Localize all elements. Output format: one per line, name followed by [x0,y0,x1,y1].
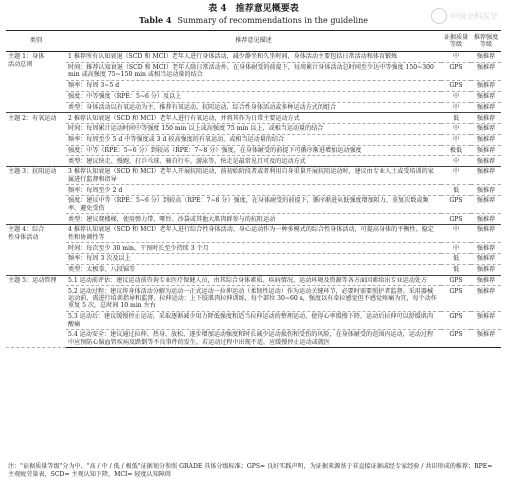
table-row [6,102,501,113]
quality-cell: 中 [441,124,471,135]
quality-cell: 低 [441,185,471,196]
strength-cell: 强推荐 [471,275,501,286]
description-cell: 5.1 运动前评估：建议运动前咨询专业医疗保健人员，由其综合身体素质、疾病情况、运动环境及资源等各方面因素给出专业运动处方 [66,275,441,286]
table-footnote: 注："证据质量等级"分为中、"高 / 中 / 低 / 极低"证据划分参照 GRADE 具体分级标准；GPS= 良好实践声明，为证据来源基于非直接证据或经专家经验 / 共识形成的推荐；RPE= 主观疲劳量表，SCD= 主观认知下降，MCI= 轻度认知障碍 [8,463,493,478]
quality-cell: 中 [441,134,471,145]
strength-cell: 强推荐 [471,185,501,196]
category-cell: 主题 5：运动管理 [6,275,66,348]
description-cell: 类型：建议快走、慢跑、打乒乓球、骑自行车、游泳等，快走是最常见且可及的运动方式 [68,157,306,165]
description-cell: 强度：建议中等（RPE：5~6 分）到较高（RPE：7~8 分）强度，在身体耐受的前提下，循序渐进从低强度增加阻力、重复次数或频率，避免受伤 [66,196,441,214]
table-row [6,124,501,135]
table-row [6,254,501,265]
table-label: Table 4 [138,15,172,25]
description-cell: 2 推荐认知衰退（SCD 和 MCI）老年人进行有氧运动，并将其作为日常主要运动方式 [66,113,441,124]
table-row [6,264,501,275]
quality-cell: 中 [441,91,471,102]
table-row [6,134,501,145]
strength-cell: 强推荐 [476,157,496,165]
strength-cell: 强推荐 [471,62,501,80]
description-cell: 时间：每周累计运动时间中等强度 150 min 以上或高强度 75 min 以上，或相当运动量的结合 [66,124,441,135]
quality-cell: 低 [441,254,471,265]
table-row [6,312,501,330]
strength-cell: 强推荐 [471,312,501,330]
table-row [6,113,501,124]
quality-cell: GPS [449,215,463,223]
quality-cell: GPS [441,275,471,286]
quality-cell: 中 [441,243,471,254]
table-row [6,167,501,185]
category-cell: 主题 2：有氧运动 [6,113,66,167]
table-row [6,91,501,102]
strength-cell: 强推荐 [471,145,501,156]
quality-cell: 极低 [441,145,471,156]
strength-cell: 强推荐 [471,124,501,135]
table-body [6,52,501,348]
journal-watermark [431,6,501,26]
strength-cell: 强推荐 [471,254,501,265]
description-cell: 5.3 运动后：建议缓慢停止运动，采取逐渐减少用力降低强度和适当拉伸运动的整理运动，使得心率缓慢下降，运动后拉伸可以舒缓肌肉酸痛 [66,312,441,330]
table-title-cn: 表 4 推荐意见概要表 [208,4,299,14]
strength-cell: 强推荐 [471,243,501,254]
strength-cell: 强推荐 [471,330,501,348]
strength-cell: 强推荐 [471,134,501,145]
quality-cell: GPS [441,196,471,214]
table-row [6,145,501,156]
table-row [6,62,501,80]
table-row [6,185,501,196]
table-row [6,214,501,225]
strength-cell: 强推荐 [471,91,501,102]
table-row [6,286,501,312]
description-cell: 强度：中等（RPE：5~6 分）到较高（RPE：7~8 分）强度，在身体耐受的前提下可循序渐进增加运动强度 [66,145,441,156]
description-cell: 1 推荐所有认知衰退（SCD 和 MCI）老年人进行身体活动，减少静坐和久坐时间，身体活动主要包括日常活动和体育锻炼 [66,52,441,63]
description-cell: 5.4 运动安全：建议通过拉伸、热身、放松、逐步增加运动强度和时长减少运动损伤和受伤的风险，在身体耐受的范围内运动，运动过程中应预防心脑血管疾病及跌倒等不良事件的发生，若运动过程中出现不适，应缓慢停止运动或就医 [66,330,441,348]
description-cell: 频率：每周至少 2 d [66,185,441,196]
watermark-text: 中国全科医学 [450,11,498,21]
description-cell: 频率：每周 3~5 d [66,80,441,91]
description-cell: 时间：每次至少 30 min，干预时长至少持续 3 个月 [66,243,441,254]
header-category: 类别 [6,31,66,52]
journal-seal-icon [431,8,447,24]
strength-cell: 强推荐 [471,167,501,185]
recommendation-table [6,30,501,348]
category-cell: 主题 3：抗阻运动 [6,167,66,225]
description-cell: 5.2 运动过程：建议将身体活动分解为运动一正式运动一拉伸运动（柔韧性运动）作为运动关键环节，必要时需要照护者监督。采用器械运动前，需进行培训指导和监督。拉伸运动：上下肢肌肉拉伸训练，每个部位 30~60 s，强度以有牵拉感觉但不感觉疼痛为宜，每个动作重复 5 次，总时间 10 min 左右 [66,286,441,312]
description-cell: 类型：太极拳、八段锦等 [68,266,136,274]
description-cell: 频率：每周至少 5 d 中等强度或 3 d 较高强度的有氧运动，或相当运动量的结合 [66,134,441,145]
description-cell: 类型：建议爬楼梯，使用弹力带、哑铃、沙袋或其他大肌肉群参与的抗阻运动 [68,215,276,223]
table-row [6,275,501,286]
quality-cell: GPS [441,312,471,330]
strength-cell: 强推荐 [471,113,501,124]
header-description: 推荐意见描述 [66,31,441,52]
description-cell: 3 推荐认知衰退（SCD 和 MCI）老年人开展抗阻运动，前初始阶段者或者利用自身重量开展抗阻运动时，建议由专业人士或受培训的家属进行监督和指导 [66,167,441,185]
strength-cell: 强推荐 [471,286,501,312]
description-cell: 时间：推荐认知衰退（SCD 和 MCI）老年人除日常活动外，在身体耐受的前提下，每周累计身体活动总时间至少达中等强度 150~300 min 或高强度 75~150 min 或相当运动量的结合 [66,62,441,80]
table-row [6,156,501,167]
table-row [6,196,501,214]
quality-cell: 中 [441,52,471,63]
table-row [6,80,501,91]
quality-cell: GPS [441,286,471,312]
table-row [6,52,501,63]
strength-cell: 强推荐 [476,215,496,223]
strength-cell: 强推荐 [471,52,501,63]
table-header-row [6,31,501,52]
quality-cell: GPS [441,80,471,91]
table-row [6,225,501,243]
quality-cell: 低 [441,113,471,124]
strength-cell: 强推荐 [471,225,501,243]
category-cell: 主题 4：综合 性身体活动 [6,225,66,276]
description-cell: 频率：每周 3 次及以上 [66,254,441,265]
quality-cell: 中 [452,157,460,165]
strength-cell: 强推荐 [476,266,496,274]
quality-cell: 低 [452,266,460,274]
strength-cell: 强推荐 [476,103,496,111]
table-caption: Summary of recommendations in the guideline [177,16,369,25]
quality-cell: 中 [452,103,460,111]
description-cell: 强度：中等强度（RPE：5~6 分）及以上 [66,91,441,102]
header-strength: 推荐强度等级 [471,31,501,52]
strength-cell: 强推荐 [471,80,501,91]
category-cell: 主题 1：身体 活动总则 [6,52,66,113]
table-row [6,330,501,348]
table-row [6,243,501,254]
strength-cell: 强推荐 [471,196,501,214]
description-cell: 4 推荐认知衰退（SCD 和 MCI）老年人进行综合性身体活动、身心运动作为一种多模式的综合性身体活动，可提高身体的平衡性、稳定性和协调性等 [66,225,441,243]
header-quality: 证据质量等级 [441,31,471,52]
quality-cell: 中 [441,167,471,185]
description-cell: 类型：身体活动以有氧运动为主，推荐有氧运动、抗阻运动、综合性身体活动或多种运动方式的组合 [68,103,337,111]
quality-cell: 中 [441,225,471,243]
quality-cell: GPS [441,62,471,80]
quality-cell: GPS [441,330,471,348]
